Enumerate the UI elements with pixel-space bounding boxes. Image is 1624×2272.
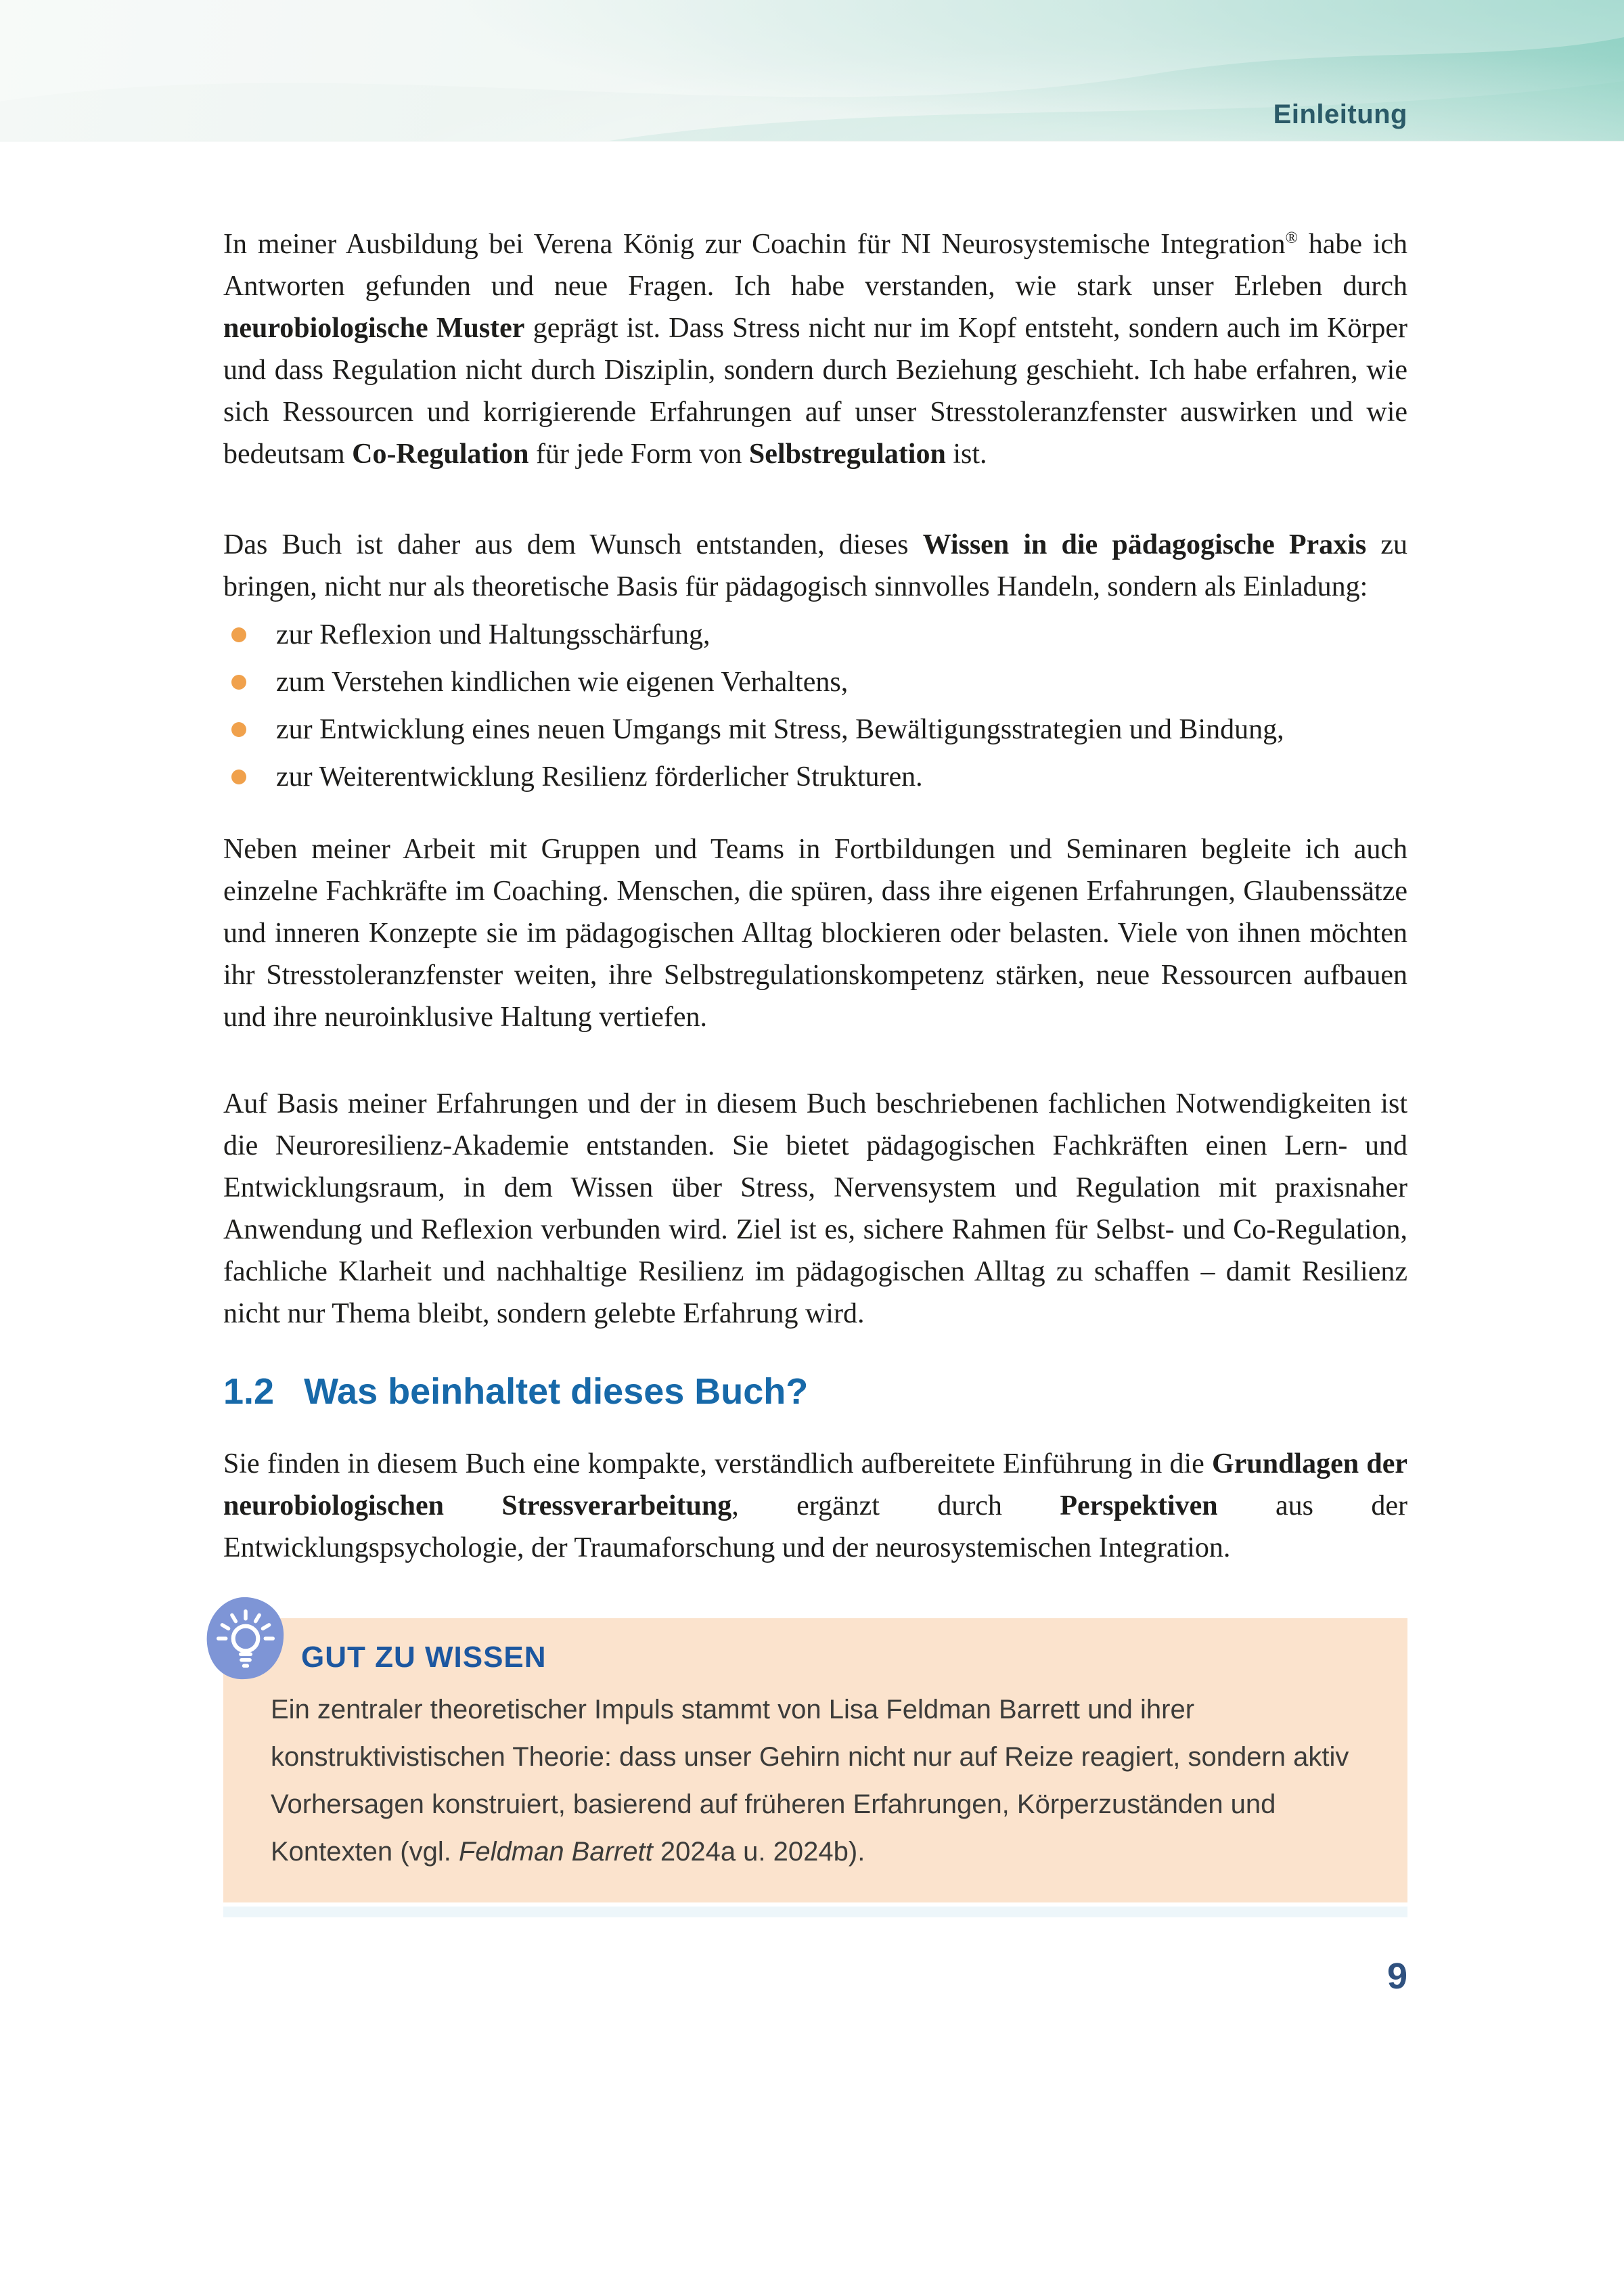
paragraph-akademie: Auf Basis meiner Erfahrungen und der in diesem Buch beschriebenen fachlichen Notwendigkeiten ist die Neuroresilienz-Akademie entstanden. Sie bietet pädagogischen Fachkräften einen Lern- und Entwicklungsraum, in dem Wissen über Stress, Nervensystem und Regulation mit praxisnaher Anwendung und Reflexion verbunden wird. Ziel ist es, sichere Rahmen für Selbst- und Co-Regulation, fachliche Klarheit und nachhaltige Resilienz im pädagogischen Alltag zu schaffen – damit Resilienz nicht nur Thema bleibt, sondern gelebte Erfahrung wird. (223, 1088, 1407, 1329)
running-head: Einleitung (1273, 99, 1407, 129)
page-number: 9 (1386, 1956, 1407, 1997)
list-item-label: zum Verstehen kindlichen wie eigenen Verhaltens, (276, 667, 849, 698)
list-item (223, 755, 1407, 799)
section-number: 1.2 (223, 1371, 275, 1412)
paragraph-buch-wunsch: Das Buch ist daher aus dem Wunsch entstanden, dieses Wissen in die pädagogische Praxis zu bringen, nicht nur als theoretische Basis für pädagogisch sinnvolles Handeln, sondern als Einladung: (223, 529, 1407, 602)
list-item (223, 661, 1407, 704)
decorative-strip (223, 1907, 1407, 1917)
header-band (0, 0, 1624, 141)
bullet-list (223, 613, 1407, 799)
paragraph-coaching: Neben meiner Arbeit mit Gruppen und Teams in Fortbildungen und Seminaren begleite ich auch einzelne Fachkräfte im Coaching. Menschen, die spüren, dass ihre eigenen Erfahrungen, Glaubenssätze und inneren Konzepte sie im pädagogischen Alltag blockieren oder belasten. Viele von ihnen möchten ihr Stresstoleranzfenster weiten, ihre Selbstregulationskompetenz stärken, neue Ressourcen aufbauen und ihre neuroinklusive Haltung vertiefen. (223, 834, 1407, 1033)
infobox-gut-zu-wissen (223, 1618, 1407, 1902)
list-item-label: zur Reflexion und Haltungsschärfung, (276, 619, 710, 650)
bullet-dot-icon (231, 722, 246, 737)
bullet-dot-icon (231, 627, 246, 642)
section-heading (223, 1371, 1407, 1412)
list-item-label: zur Weiterentwicklung Resilienz förderlicher Strukturen. (276, 761, 923, 793)
list-item-label: zur Entwicklung eines neuen Umgangs mit Stress, Bewältigungsstrategien und Bindung, (276, 714, 1284, 745)
infobox-text: Ein zentraler theoretischer Impuls stammt von Lisa Feldman Barrett und ihrer konstruktivistischen Theorie: dass unser Gehirn nicht nur auf Reize reagiert, sondern aktiv Vorhersagen konstruiert, basierend auf früheren Erfahrungen, Körperzuständen und Kontexten (vgl. Feldman Barrett 2024a u. 2024b). (271, 1695, 1349, 1867)
paragraph-ausbildung: In meiner Ausbildung bei Verena König zur Coachin für NI Neurosystemische Integration® habe ich Antworten gefunden und neue Fragen. Ich habe verstanden, wie stark unser Erleben durch neurobiologische Muster geprägt ist. Dass Stress nicht nur im Kopf entsteht, sondern auch im Körper und dass Regulation nicht durch Disziplin, sondern durch Beziehung geschieht. Ich habe erfahren, wie sich Ressourcen und korrigierende Erfahrungen auf unser Stresstoleranzfenster auswirken und wie bedeutsam Co-Regulation für jede Form von Selbstregulation ist. (223, 229, 1408, 470)
paragraph-inhalt: Sie finden in diesem Buch eine kompakte, verständlich aufbereitete Einführung in die Grundlagen der neurobiologischen Stressverarbeitung, ergänzt durch Perspektiven aus der Entwicklungspsychologie, der Traumaforschung und der neurosystemischen Integration. (223, 1448, 1407, 1563)
list-item (223, 708, 1407, 751)
content-column (223, 223, 1407, 1997)
infobox-title: GUT ZU WISSEN (301, 1641, 547, 1674)
spacer (223, 1335, 1407, 1371)
bullet-dot-icon (231, 675, 246, 690)
list-item (223, 613, 1407, 656)
section-title: Was beinhaltet dieses Buch? (304, 1371, 809, 1412)
lightbulb-icon (204, 1595, 287, 1682)
bullet-dot-icon (231, 770, 246, 784)
